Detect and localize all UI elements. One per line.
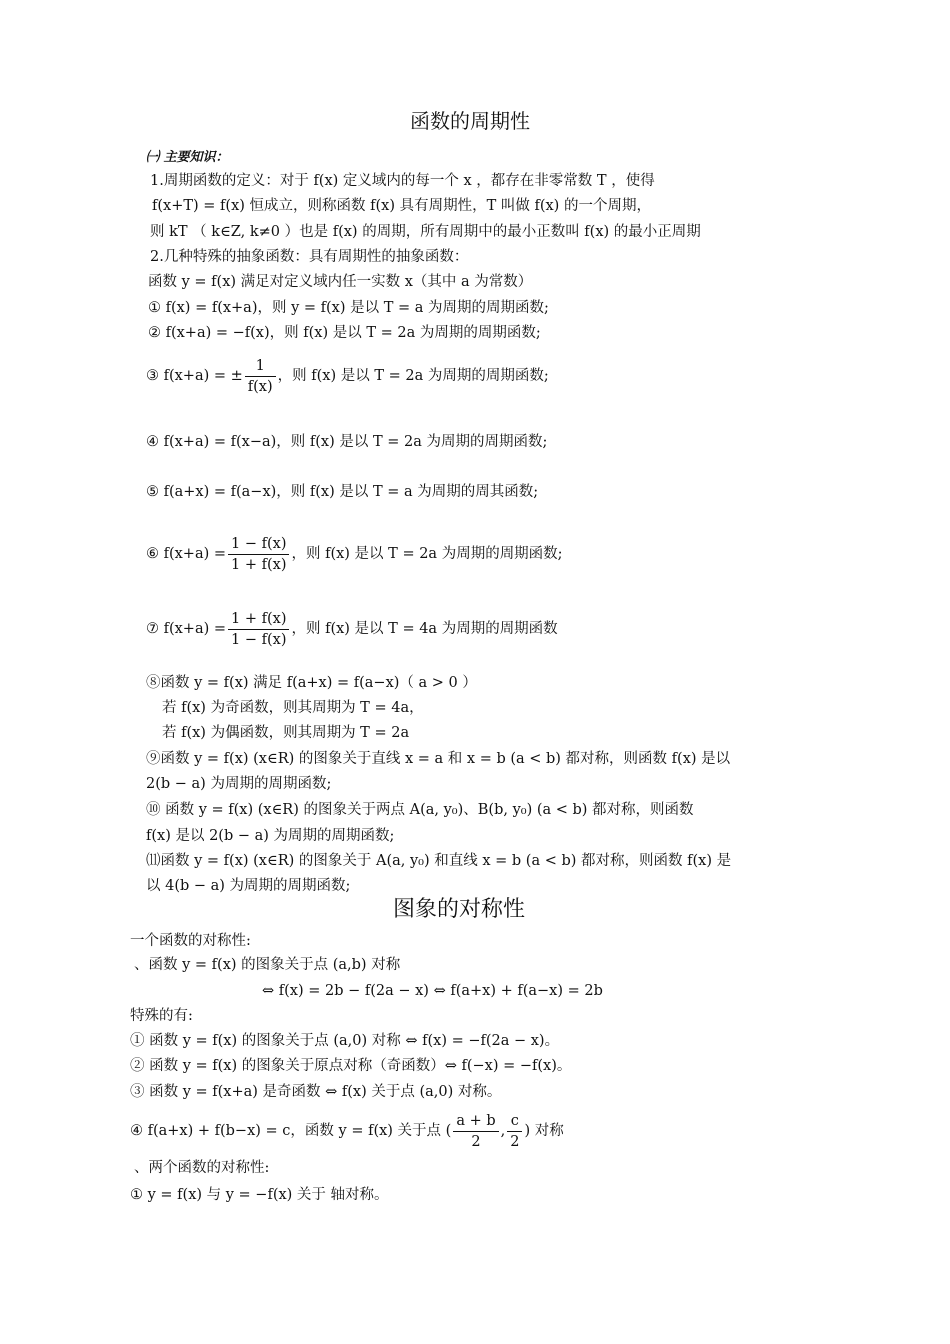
item-6 (146, 530, 563, 578)
para1-line2: f(x+T) = f(x) 恒成立，则称函数 f(x) 具有周期性，T 叫做 f(x) 的一个周期， (152, 198, 651, 214)
symmetry-item-3: ③ 函数 y = f(x+a) 是奇函数 ⇔ f(x) 关于点 (a,0) 对称。 (130, 1084, 502, 1100)
item-7-denominator: 1 − f(x) (231, 631, 287, 648)
item-6-rhs: ，则 f(x) 是以 T = 2a 为周期的周期函数; (291, 546, 563, 562)
symmetry-item-4-fraction-2 (507, 1111, 522, 1152)
symmetry-equivalence: ⇔ f(x) = 2b − f(2a − x) ⇔ f(a+x) + f(a−x) = 2b (262, 983, 603, 999)
symmetry-item-4-rhs: ) 对称 (524, 1123, 564, 1139)
item-3-denominator: f(x) (247, 378, 273, 395)
symmetry-special-heading: 特殊的有: (130, 1008, 193, 1024)
item-6-fraction (228, 534, 289, 575)
item-4: ④ f(x+a) = f(x−a)，则 f(x) 是以 T = 2a 为周期的周期函数; (146, 434, 548, 450)
symmetry-item-4-comma: , (500, 1123, 506, 1139)
item-7-rhs: ，则 f(x) 是以 T = 4a 为周期的周期函数 (291, 621, 558, 637)
section-title-symmetry: 图象的对称性 (393, 897, 526, 922)
item-11-line1: ⑾函数 y = f(x) (x∈R) 的图象关于 A(a, y₀) 和直线 x = b (a < b) 都对称，则函数 f(x) 是 (146, 853, 732, 869)
symmetry-item-5: ① y = f(x) 与 y = −f(x) 关于 轴对称。 (130, 1187, 389, 1203)
item-3-rhs: ，则 f(x) 是以 T = 2a 为周期的周期函数; (277, 368, 549, 384)
para1-line1: 1.周期函数的定义：对于 f(x) 定义域内的每一个 x ，都存在非零常数 T ，使得 (150, 173, 655, 189)
symmetry-item-4-denominator-2: 2 (510, 1133, 520, 1150)
para2-line1: 2.几种特殊的抽象函数：具有周期性的抽象函数： (150, 249, 469, 265)
item-9-line2: 2(b − a) 为周期的周期函数; (146, 776, 332, 792)
item-3-lhs: ③ f(x+a) = ± (146, 368, 243, 384)
symmetry-item-2: ② 函数 y = f(x) 的图象关于原点对称（奇函数）⇔ f(−x) = −f(x)。 (130, 1058, 572, 1074)
item-8-line1: ⑧函数 y = f(x) 满足 f(a+x) = f(a−x)（ a > 0 ） (146, 675, 477, 691)
item-9-line1: ⑨函数 y = f(x) (x∈R) 的图象关于直线 x = a 和 x = b (a < b) 都对称，则函数 f(x) 是以 (146, 751, 731, 767)
item-10-line1: ⑩ 函数 y = f(x) (x∈R) 的图象关于两点 A(a, y₀)、B(b, y₀) (a < b) 都对称，则函数 (146, 802, 694, 818)
item-7-fraction (228, 609, 289, 650)
item-2: ② f(x+a) = −f(x)，则 f(x) 是以 T = 2a 为周期的周期函数; (148, 325, 541, 341)
item-6-denominator: 1 + f(x) (231, 556, 287, 573)
symmetry-item-4-lhs: ④ f(a+x) + f(b−x) = c，函数 y = f(x) 关于点 ( (130, 1123, 452, 1139)
item-3-numerator: 1 (245, 356, 276, 377)
symmetry-item-4-fraction-1 (453, 1111, 498, 1152)
item-3 (146, 352, 549, 400)
item-1: ① f(x) = f(x+a)，则 y = f(x) 是以 T = a 为周期的周期函数; (148, 300, 549, 316)
item-6-lhs: ⑥ f(x+a) = (146, 546, 227, 562)
item-8-line2: 若 f(x) 为奇函数，则其周期为 T = 4a， (162, 700, 424, 716)
symmetry-item-4-numerator-2: c (507, 1111, 522, 1132)
item-11-line2: 以 4(b − a) 为周期的周期函数; (146, 878, 351, 894)
item-8-line3: 若 f(x) 为偶函数，则其周期为 T = 2a (162, 725, 410, 741)
symmetry-item-4 (130, 1107, 564, 1155)
para2-line2: 函数 y = f(x) 满足对定义域内任一实数 x（其中 a 为常数） (148, 274, 533, 290)
item-3-fraction (245, 356, 276, 397)
item-10-line2: f(x) 是以 2(b − a) 为周期的周期函数; (146, 828, 395, 844)
item-5: ⑤ f(a+x) = f(a−x)，则 f(x) 是以 T = a 为周期的周其函数; (146, 484, 539, 500)
symmetry-line2: 、函数 y = f(x) 的图象关于点 (a,b) 对称 (134, 957, 401, 973)
symmetry-item-4-denominator-1: 2 (471, 1133, 481, 1150)
symmetry-line5: 、两个函数的对称性: (134, 1160, 270, 1176)
symmetry-item-4-numerator-1: a + b (453, 1111, 498, 1132)
item-7-lhs: ⑦ f(x+a) = (146, 621, 227, 637)
section-heading: ㈠ 主要知识： (146, 150, 229, 165)
symmetry-item-1: ① 函数 y = f(x) 的图象关于点 (a,0) 对称 ⇔ f(x) = −f(2a − x)。 (130, 1033, 560, 1049)
item-6-numerator: 1 − f(x) (228, 534, 289, 555)
item-7 (146, 605, 558, 653)
para1-line3: 则 kT （ k∈Z, k≠0 ）也是 f(x) 的周期，所有周期中的最小正数叫 f(x) 的最小正周期 (150, 224, 701, 240)
item-7-numerator: 1 + f(x) (228, 609, 289, 630)
symmetry-line1: 一个函数的对称性: (130, 933, 251, 949)
page-title: 函数的周期性 (410, 109, 530, 133)
